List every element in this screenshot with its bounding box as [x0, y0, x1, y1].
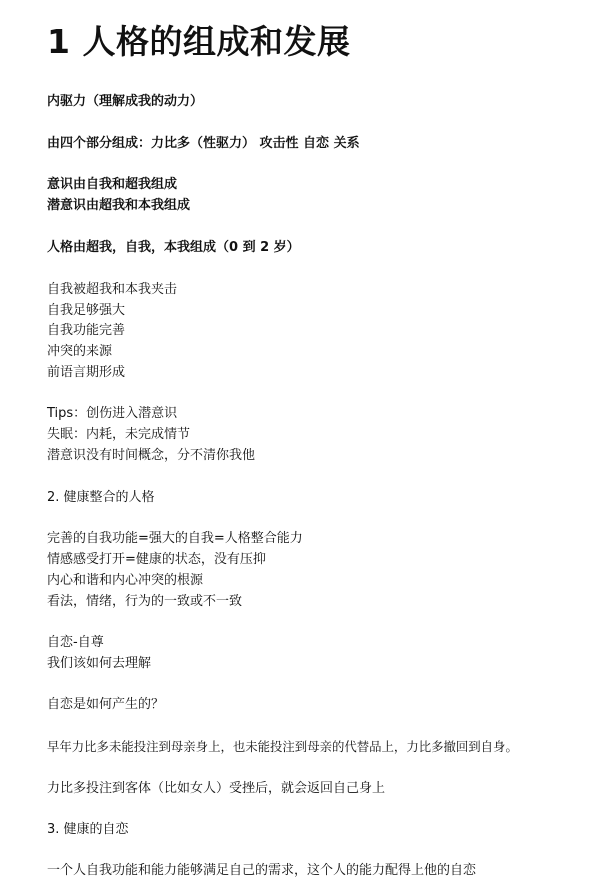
heading-components: 由四个部分组成：力比多（性驱力） 攻击性 自恋 关系	[47, 136, 360, 151]
text-line: 力比多投注到客体（比如女人）受挫后，就会返回自己身上	[47, 781, 386, 796]
text-line: 自恋-自尊	[47, 635, 104, 650]
text-line: 情感感受打开=健康的状态，没有压抑	[47, 552, 266, 567]
text-line: 早年力比多未能投注到母亲身上，也未能投注到母亲的代替品上，力比多撤回到自身。	[47, 739, 518, 754]
heading-drive: 内驱力（理解成我的动力）	[47, 94, 204, 109]
heading-unconscious: 潜意识由超我和本我组成	[47, 198, 191, 213]
section-heading: 2. 健康整合的人格	[47, 490, 155, 505]
heading-conscious: 意识由自我和超我组成	[47, 177, 178, 192]
text-line: 前语言期形成	[47, 365, 126, 380]
text-line: 自恋是如何产生的？	[47, 697, 165, 712]
text-line: 自我功能完善	[47, 323, 126, 338]
text-line: 一个人自我功能和能力能够满足自己的需求，这个人的能力配得上他的自恋	[47, 863, 477, 878]
text-line: 冲突的来源	[47, 344, 113, 359]
text-line: 完善的自我功能=强大的自我=人格整合能力	[47, 531, 303, 546]
section-heading: 3. 健康的自恋	[47, 822, 129, 837]
text-line: 自我被超我和本我夹击	[47, 282, 178, 297]
page-title: 1 人格的组成和发展	[47, 22, 351, 61]
text-line: 潜意识没有时间概念，分不清你我他	[47, 448, 256, 463]
text-line: 自我足够强大	[47, 303, 126, 318]
text-line: 失眠：内耗，未完成情节	[47, 427, 191, 442]
text-line: 内心和谐和内心冲突的根源	[47, 573, 204, 588]
text-line: 我们该如何去理解	[47, 656, 152, 671]
heading-personality: 人格由超我，自我，本我组成（0 到 2 岁）	[47, 240, 300, 255]
text-line: 看法，情绪，行为的一致或不一致	[47, 594, 243, 609]
text-line: Tips：创伤进入潜意识	[47, 406, 178, 421]
